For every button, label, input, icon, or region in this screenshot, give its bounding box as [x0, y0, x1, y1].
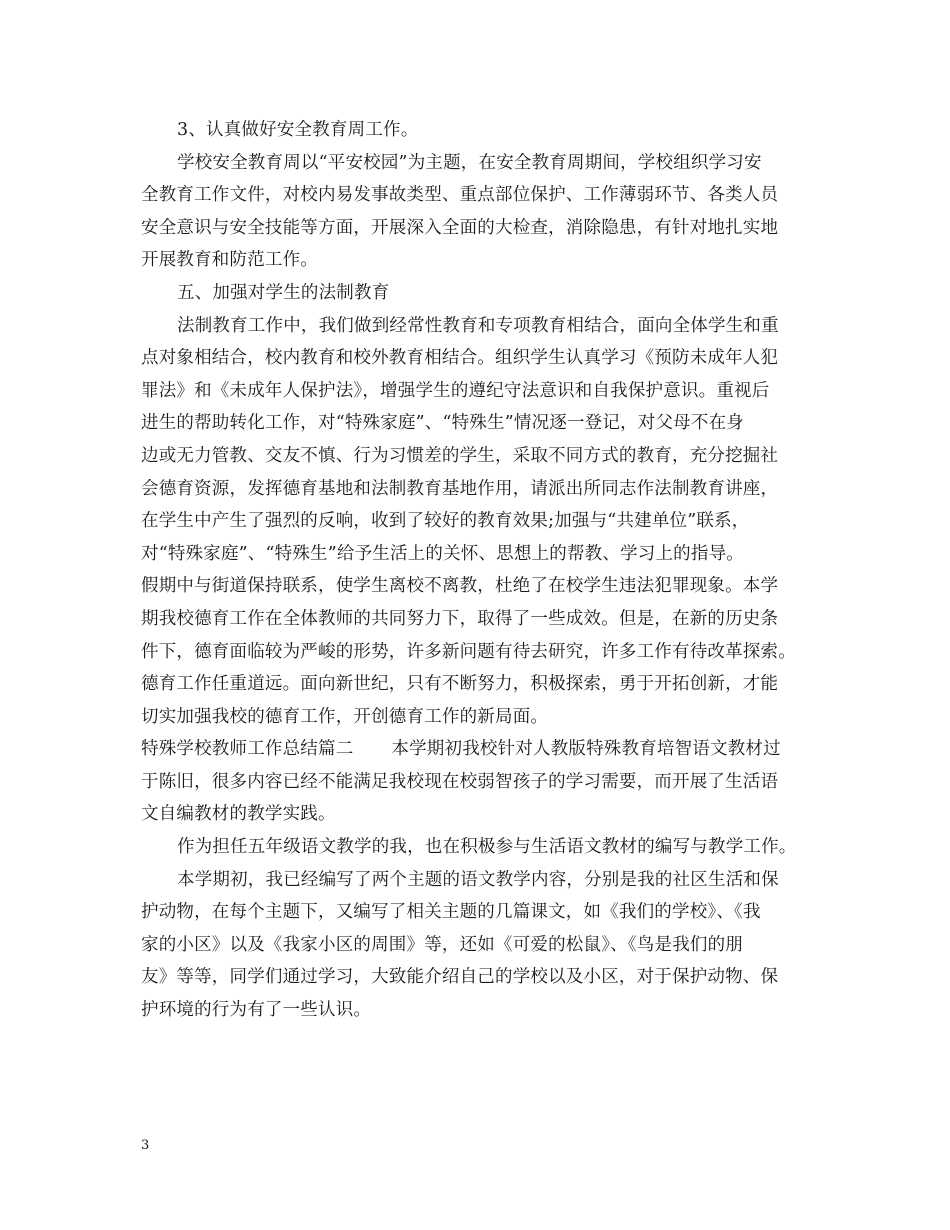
text-line: 进生的帮助转化工作，对“特殊家庭”、“特殊生”情况逐一登记，对父母不在身: [141, 413, 744, 434]
text-line: 件下，德育面临较为严峻的形势，许多新问题有待去研究，许多工作有待改革探索。: [141, 641, 796, 662]
text-line: 假期中与街道保持联系，使学生离校不离教，杜绝了在校学生违法犯罪现象。本学: [141, 576, 779, 597]
text-line: 友》等等，同学们通过学习，大致能介绍自己的学校以及小区，对于保护动物、保: [141, 967, 779, 988]
text-line: 法制教育工作中，我们做到经常性教育和专项教育相结合，面向全体学生和重: [177, 315, 779, 336]
text-line: 学校安全教育周以“平安校园”为主题，在安全教育周期间，学校组织学习安: [177, 152, 762, 173]
text-line: 护环境的行为有了一些认识。: [141, 1000, 372, 1021]
text-line: 点对象相结合，校内教育和校外教育相结合。组织学生认真学习《预防未成年人犯: [141, 348, 779, 369]
text-line: 家的小区》以及《我家小区的周围》等，还如《可爱的松鼠》、《鸟是我们的朋: [141, 934, 743, 955]
text-line: 边或无力管教、交友不慎、行为习惯差的学生，采取不同方式的教育，充分挖掘社: [141, 445, 779, 466]
article-title: 特殊学校教师工作总结篇二: [141, 739, 354, 760]
text-line: 安全意识与安全技能等方面，开展深入全面的大检查，消除隐患，有针对地扎实地: [141, 217, 779, 238]
text-line: 罪法》和《未成年人保护法》，增强学生的遵纪守法意识和自我保护意识。重视后: [141, 380, 770, 401]
text-line: 会德育资源，发挥德育基地和法制教育基地作用，请派出所同志作法制教育讲座，: [141, 478, 779, 499]
text-line: 本学期初，我已经编写了两个主题的语文教学内容，分别是我的社区生活和保: [177, 869, 779, 890]
page-number: 3: [141, 1138, 150, 1153]
text-line: 期我校德育工作在全体教师的共同努力下，取得了一些成效。但是，在新的历史条: [141, 608, 779, 629]
text-line: 在学生中产生了强烈的反响，收到了较好的教育效果;加强与“共建单位”联系，: [141, 511, 750, 532]
body-text: [141, 114, 821, 1027]
text-line: 护动物，在每个主题下，又编写了相关主题的几篇课文，如《我们的学校》、《我: [141, 902, 761, 923]
text-line: 文自编教材的教学实践。: [141, 804, 336, 825]
text-line: 作为担任五年级语文教学的我，也在积极参与生活语文教材的编写与教学工作。: [177, 837, 797, 858]
article-heading-line: [141, 733, 821, 766]
text-line: 于陈旧，很多内容已经不能满足我校现在校弱智孩子的学习需要，而开展了生活语: [141, 771, 779, 792]
text-line: 3、认真做好安全教育周工作。: [177, 120, 419, 140]
text-line: 德育工作任重道远。面向新世纪，只有不断努力，积极探索，勇于开拓创新，才能: [141, 674, 779, 695]
text-line: 全教育工作文件，对校内易发事故类型、重点部位保护、工作薄弱环节、各类人员: [141, 185, 779, 206]
text-line: 对“特殊家庭”、“特殊生”给予生活上的关怀、思想上的帮教、学习上的指导。: [141, 543, 744, 564]
section-heading: 五、加强对学生的法制教育: [177, 282, 390, 303]
article-intro: 本学期初我校针对人教版特殊教育培智语文教材过: [391, 739, 781, 760]
text-line: 开展教育和防范工作。: [141, 250, 318, 271]
text-line: 切实加强我校的德育工作，开创德育工作的新局面。: [141, 706, 549, 727]
